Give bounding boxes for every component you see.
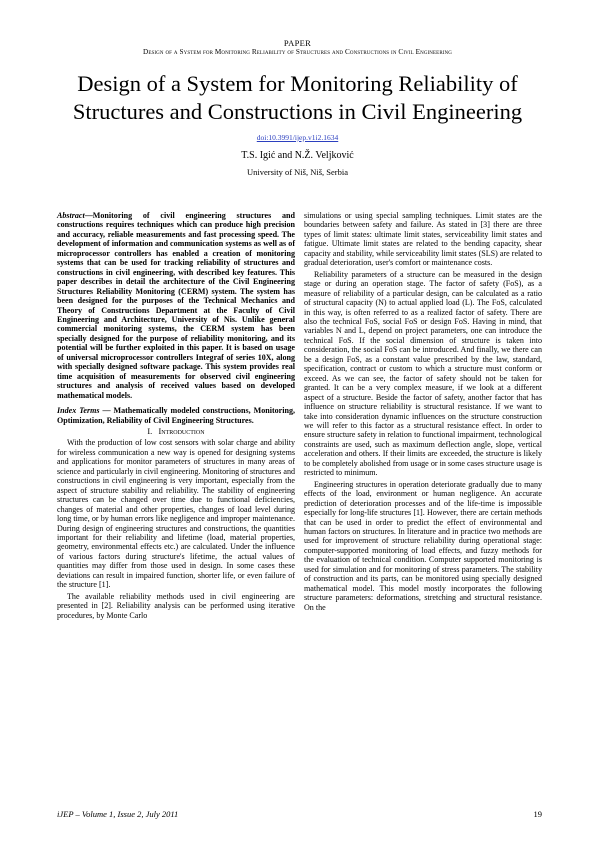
section-title: Introduction: [158, 426, 205, 436]
abstract: [57, 211, 295, 400]
paragraph: simulations or using special sampling techniques. Limit states are the boundaries between safety and failure. As stated in [3] there are three types of limit states: ultimate limit states, serviceability limit states and fatigue. Ultimate limit states are related to the bending capacity, shear capacity and stability, while serviceability limit states (SLS) are related to gradual deterioration, user's comfort or maintenance costs.: [304, 211, 542, 268]
paragraph: With the production of low cost sensors with solar charge and ability for wireless communication a new way is opened for designing systems and applications for monitor parameters of structures in many areas of science and particularly in civil engineering. Monitoring of structures and constructions in civil engineering is very important, especially from the aspect of structure stability and reliability. The stability of engineering structures can be changed over time due to functional deficiencies, changes of material and other properties, changes of load level during long time, or by human errors like negligence and improper maintenance. During design of engineering structures and constructions, the quantities important for their reliability and lifetime (load, material properties, geometry, environmental effects etc.) are calculated. Under the influence of various factors during structure's lifetime, the actual values of quantities may differ from those used in design. In some cases these deviations can result in impaired function, shorter life, or even failure of the structure [1].: [57, 438, 295, 590]
index-terms-text: — Mathematically modeled constructions, Monitoring, Optimization, Reliability of Civil Engineering Structures.: [57, 406, 295, 425]
paragraph: Reliability parameters of a structure can be measured in the design stage or during an operation stage. The factor of safety (FoS), as a measure of reliability of a particular design, can be calculated as a ratio of structural capacity (N) to actual applied load (L). The FoS, calculated in this way, is often referred to as a realized factor of safety. There are also the technical FoS, social FoS or design FoS. Having in mind, that variables N and L, depend on project parameters, one can introduce the technical FoS. If the social dimension of structure is taken into consideration, the social FoS can be introduced. And finally, we there can be a design FoS, as a constant value prescribed by the law, standard, specification, contract or custom to which a structure must conform or exceed. As we can see, the factor of safety should not be taken for granted. It can be a very complex measure, if we look at a different aspect of a structure. Beside the factor of safety, another factor that has influence on structure reliability is structural resistance. If we want to take into consideration dynamic influences on the structure construction we will refer to this factor as a structural resistance effect. In order to ensure structure safety in relation to functional impairment, technological constraints are used, such as maximum deflection angle, slope, vertical acceleration and others. If their limits are exceeded, the structure is likely to be completely abolished from usage or in some cases structure usage is restricted to minimum.: [304, 269, 542, 478]
affiliation: University of Niš, Niš, Serbia: [246, 167, 349, 177]
footer-journal: iJEP – Volume 1, Issue 2, July 2011: [57, 809, 179, 819]
section-number: I.: [147, 426, 153, 436]
paper-title: Design of a System for Monitoring Reliability of Structures and Constructions in Civil Engineering: [72, 71, 523, 124]
abstract-label: Abstract: [57, 211, 85, 220]
index-terms-label: Index Terms: [57, 406, 100, 416]
section-heading: [57, 427, 295, 436]
paragraph: The available reliability methods used in civil engineering are presented in [2]. Reliability analysis can be performed using iterative procedures, by Monte Carlo: [57, 591, 295, 620]
left-column: [57, 211, 295, 620]
right-column: [304, 211, 542, 612]
running-title: Design of a System for Monitoring Reliability of Structures and Constructions in Civil Engineering: [143, 48, 452, 56]
authors: T.S. Igić and N.Ž. Veljković: [241, 150, 354, 161]
page-number: 19: [533, 809, 542, 819]
abstract-text: —Monitoring of civil engineering structures and constructions requires techniques which can produce high precision and accuracy, reliable measurements and fast processing speed. The development of information and communication systems as well as of microprocessor controllers has enabled a creation of monitoring systems that can be used for tracking reliability of structures and constructions in civil engineering, with described key features. This paper describes in detail the architecture of the Civil Engineering Structures Reliability Monitoring (CERM) system. The system has been designed for the purposes of the Technical Mechanics and Theory of Constructions Department at the Faculty of Civil Engineering and Architecture, University of Nis. Unlike general commercial monitoring systems, the CERM system has been specially designed for the purpose of reliability monitoring, and its potential will be further exploited in this paper. It is based on usage of universal microprocessor controllers Integraf of series 10X, along with specially designed software package. This system provides real time acquisition of measurements for observed civil engineering structures and analysis of received values based on developed mathematical models.: [57, 211, 295, 400]
index-terms: [57, 406, 295, 425]
paragraph: Engineering structures in operation deteriorate gradually due to many effects of the load, environment or human negligence. An accurate prediction of deterioration processes and of the life-time is impossible especially for long-life structures [1]. However, there are certain methods that can be used in order to predict the effect of environmental and human factors on structures. In literature and in practice two methods are used for improvement of structure reliability during operational stage: computer-supported monitoring of load effects, and fuzzy methods for the evaluation of technical condition. Computer supported monitoring is used for simulation and for monitoring of stress parameters. The stability of construction and its parts, can be monitored using specially designed mathematical model. This model mostly incorporates the following structure parameters: deformations, stretching and structural resistance. On the: [304, 479, 542, 612]
doi-link[interactable]: doi:10.3991/ijep.v1i2.1634: [256, 133, 339, 142]
header-label: PAPER: [283, 38, 312, 48]
